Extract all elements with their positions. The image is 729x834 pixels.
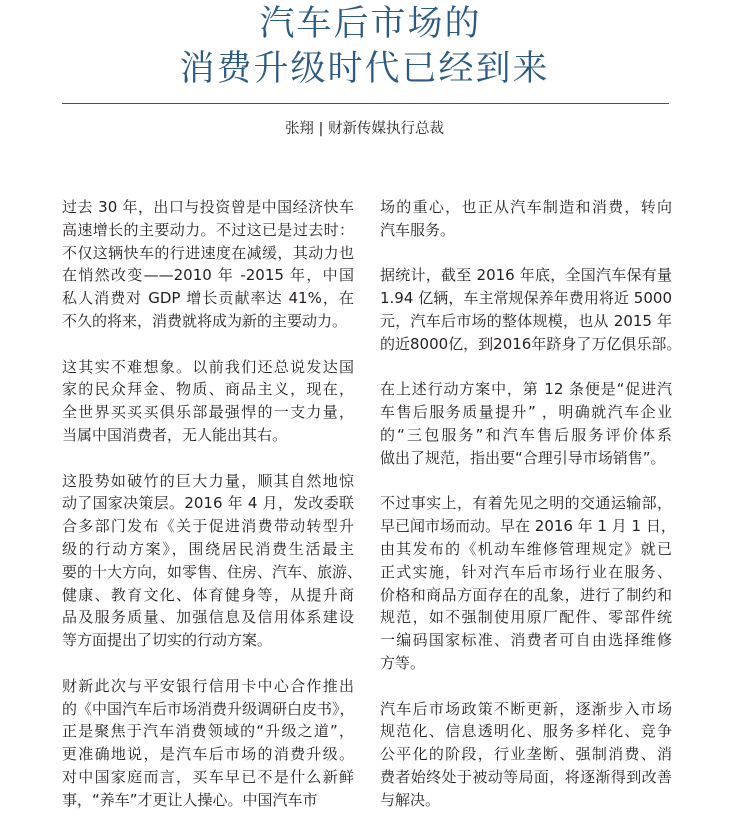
paragraph-line: 健康、教育文化、体育健身等，从提升商 bbox=[62, 585, 354, 604]
paragraph-line: 要的十大方向，如零售、住房、汽车、旅游、 bbox=[62, 562, 363, 581]
paragraph-line: 早已闻市场而动。早在 2016 年 1 月 1 日， bbox=[380, 517, 676, 536]
paragraph-line: 汽车后市场政策不断更新，逐渐步入市场 bbox=[380, 699, 672, 718]
paragraph-line: 不仅这辆快车的行进速度在减缓，其动力也 bbox=[62, 243, 354, 262]
paragraph bbox=[62, 470, 363, 652]
paragraph bbox=[380, 492, 676, 674]
paragraph-line: 1.94 亿辆，车主常规保养年费用将近 5000 bbox=[380, 289, 672, 308]
paragraph-line: 等方面提出了切实的行动方案。 bbox=[62, 631, 273, 650]
title-divider bbox=[62, 103, 669, 104]
body-column-right bbox=[380, 196, 682, 834]
paragraph-line: 事，“养车”才更让人操心。中国汽车市 bbox=[62, 790, 318, 809]
paragraph-line: 与解决。 bbox=[380, 790, 441, 809]
paragraph bbox=[380, 698, 672, 812]
paragraph-line: 对中国家庭而言，买车早已不是什么新鲜 bbox=[62, 767, 354, 786]
paragraph bbox=[380, 378, 672, 469]
paragraph-line: 在悄然改变——2010 年 -2015 年，中国 bbox=[62, 266, 354, 285]
paragraph-line: 费者始终处于被动等局面，将逐渐得到改善 bbox=[380, 767, 672, 786]
paragraph bbox=[62, 196, 354, 333]
article-title-line-2: 消费升级时代已经到来 bbox=[179, 49, 550, 89]
paragraph-line: 当属中国消费者，无人能出其右。 bbox=[62, 425, 288, 444]
paragraph-line: 价格和商品方面存在的乱象，进行了制约和 bbox=[380, 585, 672, 604]
paragraph-line: 元，汽车后市场的整体规模，也从 2015 年 bbox=[380, 311, 672, 330]
paragraph-line: 正是聚焦于汽车消费领域的“升级之道”， bbox=[62, 722, 354, 741]
paragraph bbox=[380, 264, 682, 355]
paragraph-line: 由其发布的《机动车维修管理规定》就已 bbox=[380, 539, 672, 558]
paragraph-line: 全世界买买买俱乐部最强悍的一支力量， bbox=[62, 403, 354, 422]
paragraph-line: 规范，如不强制使用原厂配件、零部件统 bbox=[380, 608, 672, 627]
paragraph-line: 汽车服务。 bbox=[380, 220, 456, 239]
paragraph-line: 级的行动方案》，围绕居民消费生活最主 bbox=[62, 539, 354, 558]
paragraph bbox=[62, 675, 354, 812]
paragraph-line: 高速增长的主要动力。不过这已是过去时： bbox=[62, 220, 354, 239]
paragraph-line: 私人消费对 GDP 增长贡献率达 41%，在 bbox=[62, 289, 354, 308]
paragraph-line: 正式实施，针对汽车后市场行业在服务、 bbox=[380, 562, 672, 581]
paragraph-line: 不久的将来，消费就将成为新的主要动力。 bbox=[62, 311, 348, 330]
paragraph-line: 场的重心，也正从汽车制造和消费，转向 bbox=[380, 198, 672, 216]
paragraph-line: 这股势如破竹的巨大力量，顺其自然地惊 bbox=[62, 471, 354, 490]
paragraph-line: 更准确地说，是汽车后市场的消费升级。 bbox=[62, 745, 354, 764]
paragraph-line: 过去 30 年，出口与投资曾是中国经济快车 bbox=[62, 198, 354, 216]
paragraph-line: 一编码国家标准、消费者可自由选择维修 bbox=[380, 631, 672, 650]
article-title-line-1: 汽车后市场的 bbox=[259, 4, 482, 44]
paragraph-line: 在上述行动方案中，第 12 条便是“促进汽 bbox=[380, 380, 672, 399]
paragraph-line: 财新此次与平安银行信用卡中心合作推出 bbox=[62, 676, 354, 695]
paragraph-line: 品及服务质量、加强信息及信用体系建设 bbox=[62, 608, 354, 627]
paragraph-line: 规范化、信息透明化、服务多样化、竞争 bbox=[380, 722, 672, 741]
paragraph-line: 不过事实上，有着先见之明的交通运输部， bbox=[380, 494, 672, 513]
paragraph-line: 公平化的阶段，行业垄断、强制消费、消 bbox=[380, 745, 672, 764]
body-column-left bbox=[62, 196, 363, 834]
author-byline: 张翔 | 财新传媒执行总裁 bbox=[284, 121, 445, 137]
paragraph-line: 做出了规范，指出要“合理引导市场销售”。 bbox=[380, 448, 666, 467]
paragraph-line: 家的民众拜金、物质、商品主义，现在， bbox=[62, 380, 354, 399]
paragraph-line: 的“三包服务”和汽车售后服务评价体系 bbox=[380, 425, 672, 444]
paragraph bbox=[62, 356, 354, 447]
paragraph bbox=[380, 196, 672, 242]
paragraph-line: 的近8000亿，到2016年跻身了万亿俱乐部。 bbox=[380, 334, 682, 353]
paragraph-line: 这其实不难想象。以前我们还总说发达国 bbox=[62, 357, 354, 376]
paragraph-line: 合多部门发布《关于促进消费带动转型升 bbox=[62, 517, 354, 536]
paragraph-line: 动了国家决策层。2016 年 4 月，发改委联 bbox=[62, 494, 354, 513]
paragraph-line: 方等。 bbox=[380, 653, 426, 672]
paragraph-line: 的《中国汽车后市场消费升级调研白皮书》， bbox=[62, 699, 355, 718]
paragraph-line: 据统计，截至 2016 年底，全国汽车保有量 bbox=[380, 266, 672, 285]
paragraph-line: 车售后服务质量提升” ，明确就汽车企业 bbox=[380, 403, 672, 422]
